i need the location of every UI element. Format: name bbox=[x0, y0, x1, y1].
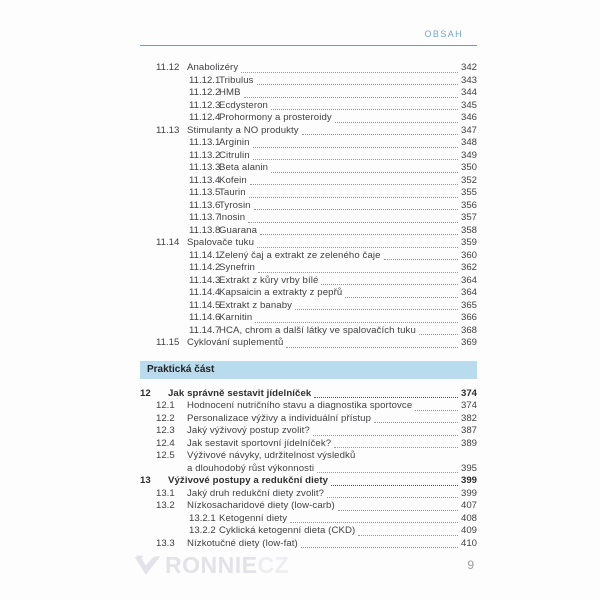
toc-entry-page: 395 bbox=[460, 462, 477, 474]
toc-entry-number: 11.13.2 bbox=[189, 149, 221, 161]
toc-entry bbox=[140, 450, 477, 463]
toc-entry-page: 369 bbox=[460, 337, 477, 348]
toc-entry-number: 13.1 bbox=[156, 487, 175, 499]
toc-entry-page: 374 bbox=[460, 387, 477, 399]
toc-entry bbox=[140, 87, 477, 100]
toc-entry-number: 11.13.5 bbox=[189, 187, 221, 198]
toc-entry bbox=[140, 212, 477, 225]
toc-entry bbox=[140, 287, 477, 300]
header-rule bbox=[140, 45, 477, 46]
dot-leader bbox=[253, 147, 458, 148]
toc-entry-number: 13.2.1 bbox=[189, 512, 216, 524]
toc-entry bbox=[140, 400, 477, 413]
toc-entry-title: Ecdysteron bbox=[219, 99, 268, 111]
book-page bbox=[140, 0, 477, 600]
toc-entry-page: 352 bbox=[460, 174, 477, 186]
toc-entry bbox=[140, 425, 477, 438]
toc-entry bbox=[140, 125, 477, 138]
toc-entry-title: Citrulin bbox=[219, 149, 250, 161]
toc-entry bbox=[140, 225, 477, 238]
dot-leader bbox=[286, 347, 458, 348]
section-banner: Praktická část bbox=[140, 361, 477, 379]
toc-entry bbox=[140, 325, 477, 338]
dot-leader bbox=[314, 397, 458, 398]
dot-leader bbox=[295, 309, 458, 310]
toc-entry-page: 346 bbox=[460, 112, 477, 123]
dot-leader bbox=[249, 197, 458, 198]
toc-entry-number: 12.1 bbox=[156, 400, 175, 411]
publisher-logo bbox=[134, 552, 289, 579]
toc-entry bbox=[140, 250, 477, 263]
dot-leader bbox=[248, 222, 458, 223]
dot-leader bbox=[301, 547, 458, 548]
dot-leader bbox=[327, 497, 458, 498]
dot-leader bbox=[415, 410, 458, 411]
toc-entry-page: 364 bbox=[460, 274, 477, 286]
toc-entry-page: 358 bbox=[460, 224, 477, 236]
toc-entry-page: 349 bbox=[460, 149, 477, 161]
dot-leader bbox=[419, 334, 458, 335]
toc-entry-title: Hodnocení nutričního stavu a diagnostika sportovce bbox=[187, 400, 413, 411]
toc-entry bbox=[140, 413, 477, 426]
toc-entry-number: 11.13.1 bbox=[189, 137, 221, 148]
toc-entry-page: 368 bbox=[460, 324, 477, 336]
toc-entry-number: 12.2 bbox=[156, 412, 175, 424]
toc-entry-title: Guarana bbox=[219, 224, 258, 236]
dot-leader bbox=[358, 535, 458, 536]
toc-entry-title: Nízkotučné diety (low-fat) bbox=[187, 537, 298, 549]
toc-entry-number: 12.4 bbox=[156, 437, 175, 449]
dot-leader bbox=[257, 84, 458, 85]
toc-entry-title: Karnitin bbox=[219, 312, 253, 323]
dot-leader bbox=[317, 472, 458, 473]
toc-entry-page: 359 bbox=[460, 237, 477, 248]
dot-leader bbox=[338, 510, 458, 511]
page-header-title: OBSAH bbox=[424, 29, 463, 39]
toc-entry-page: 410 bbox=[460, 537, 477, 549]
toc-entry-number: 13.3 bbox=[156, 537, 175, 549]
dot-leader bbox=[321, 284, 458, 285]
toc-entry bbox=[140, 262, 477, 275]
toc-entry bbox=[140, 525, 477, 538]
toc-entry-title: Inosin bbox=[219, 212, 246, 223]
toc-entry-number: 11.15 bbox=[156, 337, 180, 348]
toc-entry-page: 399 bbox=[460, 487, 477, 499]
toc-entry-page: 407 bbox=[460, 500, 477, 511]
toc-entry-page: 350 bbox=[460, 162, 477, 173]
toc-entry-number: 11.14.6 bbox=[189, 312, 221, 323]
toc-entry-page: 364 bbox=[460, 287, 477, 298]
dot-leader bbox=[313, 435, 458, 436]
toc-entry-title: Jaký výživový postup zvolit? bbox=[187, 425, 310, 436]
toc-entry-page: 356 bbox=[460, 199, 477, 211]
toc-entry-title: a dlouhodobý růst výkonnosti bbox=[187, 462, 315, 474]
toc-entry-title: Synefrin bbox=[219, 262, 255, 273]
toc-entry-title: HCA, chrom a další látky ve spalovačích tuku bbox=[219, 324, 416, 336]
dot-leader bbox=[241, 72, 458, 73]
toc-entry-title: Cyklování suplementů bbox=[187, 337, 284, 348]
dot-leader bbox=[244, 97, 458, 98]
toc-entry-title: Kapsaicin a extrakty z pepřů bbox=[219, 287, 343, 298]
toc-entry-title: HMB bbox=[219, 87, 241, 98]
toc-entry-page: 409 bbox=[460, 525, 477, 536]
toc-entry-number: 11.14.1 bbox=[189, 249, 221, 261]
toc-entry bbox=[140, 475, 477, 488]
toc-entry-title: Tyrosin bbox=[219, 199, 251, 211]
toc-entry bbox=[140, 237, 477, 250]
toc-entry-page: 389 bbox=[460, 437, 477, 449]
toc-entry-title: Jak správně sestavit jídelníček bbox=[168, 387, 312, 399]
toc-entry-title: Spalovače tuku bbox=[187, 237, 255, 248]
dot-leader bbox=[255, 322, 458, 323]
toc-entry bbox=[140, 100, 477, 113]
toc-entry-number: 13.2.2 bbox=[189, 525, 216, 536]
toc-entry-number: 12 bbox=[140, 387, 151, 399]
toc-entry-title: Arginin bbox=[219, 137, 250, 148]
toc-entry-number: 11.12 bbox=[156, 62, 180, 73]
toc-entry-number: 11.12.3 bbox=[189, 99, 221, 111]
toc-entry-page: 399 bbox=[460, 475, 477, 486]
toc-list bbox=[140, 62, 477, 550]
toc-entry-number: 11.14.2 bbox=[189, 262, 221, 273]
toc-entry-title: Jaký druh redukční diety zvolit? bbox=[187, 487, 325, 499]
dot-leader bbox=[257, 247, 458, 248]
dot-leader bbox=[290, 522, 458, 523]
toc-entry bbox=[140, 62, 477, 75]
toc-entry bbox=[140, 112, 477, 125]
toc-entry-number: 11.13.8 bbox=[189, 224, 221, 236]
dot-leader bbox=[345, 297, 458, 298]
toc-entry-page: 362 bbox=[460, 262, 477, 273]
toc-entry bbox=[140, 200, 477, 213]
logo-suffix-text: CZ bbox=[257, 551, 290, 578]
toc-entry-title: Beta alanin bbox=[219, 162, 269, 173]
dot-leader bbox=[271, 109, 458, 110]
toc-entry bbox=[140, 75, 477, 88]
toc-entry bbox=[140, 187, 477, 200]
toc-entry-title: Anabolizéry bbox=[187, 62, 239, 73]
toc-entry-title: Extrakt z kůry vrby bílé bbox=[219, 274, 319, 286]
toc-entry-number: 11.13 bbox=[156, 124, 180, 136]
toc-entry-number: 11.13.7 bbox=[189, 212, 221, 223]
toc-entry-title: Nízkosacharidové diety (low-carb) bbox=[187, 500, 335, 511]
toc-entry bbox=[140, 337, 477, 350]
page-number: 9 bbox=[467, 558, 474, 572]
dot-leader bbox=[334, 447, 458, 448]
toc-entry-page: 344 bbox=[460, 87, 477, 98]
toc-entry-title: Zelený čaj a extrakt ze zeleného čaje bbox=[219, 249, 381, 261]
dot-leader bbox=[384, 259, 458, 260]
toc-entry bbox=[140, 463, 477, 476]
dot-leader bbox=[374, 422, 458, 423]
toc-entry-page: 366 bbox=[460, 312, 477, 323]
toc-entry-page: 355 bbox=[460, 187, 477, 198]
toc-entry bbox=[140, 538, 477, 551]
toc-entry-number: 11.14 bbox=[156, 237, 180, 248]
toc-entry-number: 11.14.5 bbox=[189, 299, 221, 311]
dot-leader bbox=[250, 184, 458, 185]
toc-entry-page: 343 bbox=[460, 74, 477, 86]
toc-entry-number: 12.5 bbox=[156, 450, 175, 461]
toc-entry bbox=[140, 162, 477, 175]
toc-entry-title: Tribulus bbox=[219, 74, 254, 86]
toc-entry bbox=[140, 312, 477, 325]
toc-entry-page: 408 bbox=[460, 512, 477, 524]
toc-entry-number: 11.12.4 bbox=[189, 112, 221, 123]
toc-entry bbox=[140, 488, 477, 501]
toc-entry bbox=[140, 513, 477, 526]
toc-entry bbox=[140, 388, 477, 401]
dot-leader bbox=[302, 134, 458, 135]
toc-entry bbox=[140, 275, 477, 288]
page-header bbox=[140, 0, 477, 42]
toc-entry-page: 374 bbox=[460, 400, 477, 411]
toc-entry-number: 11.14.4 bbox=[189, 287, 221, 298]
toc-entry-title: Cyklická ketogenní dieta (CKD) bbox=[219, 525, 356, 536]
toc-entry-number: 13.2 bbox=[156, 500, 175, 511]
logo-text: RONNIE bbox=[165, 551, 258, 578]
toc-entry-title: Výživové postupy a redukční diety bbox=[168, 475, 329, 486]
toc-entry-page: 387 bbox=[460, 425, 477, 436]
toc-entry-number: 11.12.1 bbox=[189, 74, 221, 86]
toc-entry bbox=[140, 500, 477, 513]
dot-leader bbox=[258, 272, 458, 273]
dot-leader bbox=[253, 159, 458, 160]
toc-entry-page: 342 bbox=[460, 62, 477, 73]
toc-entry-number: 11.13.3 bbox=[189, 162, 221, 173]
dot-leader bbox=[254, 209, 458, 210]
page-footer bbox=[140, 551, 477, 579]
toc-entry-title: Extrakt z banaby bbox=[219, 299, 293, 311]
toc-entry-page: 360 bbox=[460, 249, 477, 261]
toc-entry-page: 357 bbox=[460, 212, 477, 223]
toc-entry-number: 13 bbox=[140, 475, 151, 486]
toc-entry bbox=[140, 137, 477, 150]
toc-entry-number: 11.12.2 bbox=[189, 87, 221, 98]
toc-entry bbox=[140, 150, 477, 163]
toc-entry-number: 12.3 bbox=[156, 425, 175, 436]
toc-entry-title: Kofein bbox=[219, 174, 247, 186]
dot-leader bbox=[331, 485, 458, 486]
toc-entry-page: 382 bbox=[460, 412, 477, 424]
toc-entry-number: 11.14.7 bbox=[189, 324, 221, 336]
toc-entry-title: Stimulanty a NO produkty bbox=[187, 124, 299, 136]
toc-entry-number: 11.14.3 bbox=[189, 274, 221, 286]
toc-entry bbox=[140, 175, 477, 188]
toc-entry-title: Personalizace výživy a individuální přístup bbox=[187, 412, 372, 424]
toc-entry-title: Jak sestavit sportovní jídelníček? bbox=[187, 437, 332, 449]
toc-entry-title: Taurin bbox=[219, 187, 246, 198]
toc-entry-title: Ketogenní diety bbox=[219, 512, 288, 524]
toc-entry-page: 347 bbox=[460, 124, 477, 136]
dot-leader bbox=[260, 234, 458, 235]
toc-entry-page: 345 bbox=[460, 99, 477, 111]
toc-entry-number: 11.13.4 bbox=[189, 174, 221, 186]
toc-entry bbox=[140, 300, 477, 313]
toc-entry-number: 11.13.6 bbox=[189, 199, 221, 211]
toc-entry-title: Prohormony a prosteroidy bbox=[219, 112, 332, 123]
dot-leader bbox=[335, 122, 458, 123]
toc-entry-page: 348 bbox=[460, 137, 477, 148]
toc-entry-page: 365 bbox=[460, 299, 477, 311]
toc-entry-title: Výživové návyky, udržitelnost výsledků bbox=[187, 450, 356, 461]
logo-check-icon bbox=[134, 555, 161, 576]
toc-entry bbox=[140, 438, 477, 451]
dot-leader bbox=[271, 172, 458, 173]
